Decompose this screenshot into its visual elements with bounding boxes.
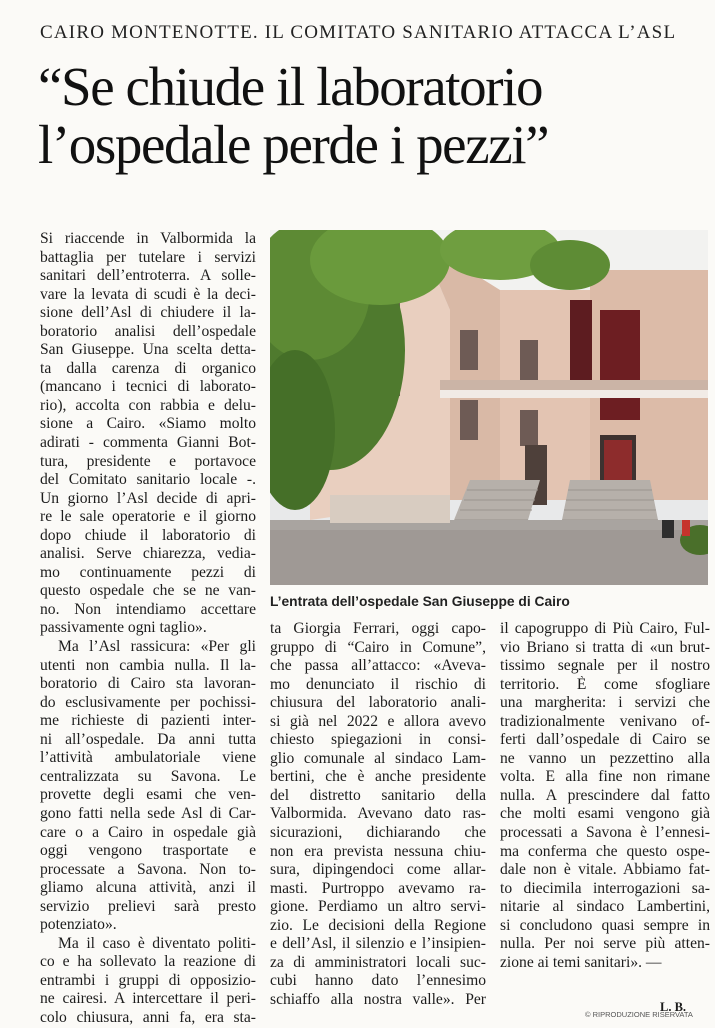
text-line: servizio prelievi sarà presto	[40, 897, 256, 915]
text-line: (mancano i tecnici di laborato-	[40, 378, 256, 396]
text-line: masti. Purtroppo avevamo ra-	[270, 879, 486, 897]
text-line: bertini, che è anche presidente	[270, 768, 486, 786]
text-line: za di amministratori locali suc-	[270, 953, 486, 971]
text-line: tradizionalmente venivano of-	[500, 712, 710, 730]
text-line: ne cairesi. A intercettare il peri-	[40, 990, 256, 1008]
text-line: glio comunale al sindaco Lam-	[270, 749, 486, 767]
text-line: do esclusivamente per pochissi-	[40, 693, 256, 711]
text-line: San Giuseppe. Una scelta detta-	[40, 341, 256, 359]
text-line: sione dell’Asl di chiudere il la-	[40, 304, 256, 322]
text-line: Ma l’Asl rassicura: «Per gli	[58, 638, 256, 656]
article-column-3	[500, 620, 710, 972]
hospital-entrance-photo	[270, 230, 708, 585]
text-line: processate a Savona. Non to-	[40, 860, 256, 878]
copyright-notice: © RIPRODUZIONE RISERVATA	[585, 1010, 693, 1019]
text-line: ne vanno un pezzettino alla	[500, 749, 710, 767]
text-line: ferti dall’ospedale di Cairo se	[500, 731, 710, 749]
text-line: tissimo segnale per il nostro	[500, 657, 710, 675]
photo-caption: L’entrata dell’ospedale San Giuseppe di Cairo	[270, 594, 570, 609]
text-line: centralizzata su Savona. Le	[40, 767, 256, 785]
text-line: sura, dipingendoci come allar-	[270, 861, 486, 879]
text-line: Valbormida. Avevano dato ras-	[270, 805, 486, 823]
text-line: sicurazioni, dichiarando che	[270, 824, 486, 842]
text-line: si già nel 2022 e allora avevo	[270, 712, 486, 730]
article-column-2	[270, 620, 486, 1009]
text-line: ta Giorgia Ferrari, oggi capo-	[270, 620, 486, 637]
text-line: boratorio analisi dell’ospedale	[40, 322, 256, 340]
text-line: schiaffo alla nostra valle». Per	[270, 990, 486, 1008]
text-line: rio), accolta con rabbia e delu-	[40, 396, 256, 414]
text-line: care o a Cairo in ospedale già	[40, 823, 256, 841]
text-line: colo chiusura, anni fa, era sta-	[40, 1008, 256, 1026]
text-line: gione. Perdiamo un altro servi-	[270, 898, 486, 916]
text-line: nulla. A prescindere dal fatto	[500, 786, 710, 804]
text-line: che passa all’attacco: «Aveva-	[270, 657, 486, 675]
text-line: mo denunciato il rischio di	[270, 675, 486, 693]
text-line: gruppo di “Cairo in Comune”,	[270, 638, 486, 656]
text-line: cubi hanno dato l’ennesimo	[270, 972, 486, 990]
text-line: dopo chiude il laboratorio di	[40, 526, 256, 544]
text-line: si concludono quasi sempre in	[500, 916, 710, 934]
author-signature: L. B.	[660, 1000, 687, 1014]
text-line: gliamo alcuna attività, anzi il	[40, 879, 256, 897]
text-line: e dell’Asl, il silenzio e l’insipien-	[270, 935, 486, 953]
headline-line-2: l’ospedale perde i pezzi”	[38, 114, 549, 175]
headline-line-1: “Se chiude il laboratorio	[38, 56, 543, 117]
text-line: ma conferma che questo ospe-	[500, 842, 710, 860]
text-line: mo continuamente pezzi di	[40, 563, 256, 581]
text-line: il capogruppo di Più Cairo, Ful-	[500, 620, 710, 637]
text-line: utenti non cambia nulla. Il la-	[40, 656, 256, 674]
text-line: dale non è vitale. Abbiamo fat-	[500, 861, 710, 879]
text-line: analisi. Serve chiarezza, vedia-	[40, 545, 256, 563]
text-line: del distretto sanitario della	[270, 786, 486, 804]
text-line: territorio. È come sfogliare	[500, 675, 710, 693]
text-line: adirati - commenta Gianni Bot-	[40, 434, 256, 452]
text-line: volta. E alla fine non rimane	[500, 768, 710, 786]
article-column-1	[40, 230, 256, 1028]
text-line: me richieste di pazienti inter-	[40, 712, 256, 730]
text-line: del Comitato sanitario locale -.	[40, 471, 256, 489]
text-line: nitarie al sindaco Lambertini,	[500, 898, 710, 916]
text-line: co e ha sollevato la reazione di	[40, 953, 256, 971]
text-line: no. Non intendiamo accettare	[40, 600, 256, 618]
text-line: zione ai temi sanitari». —	[500, 953, 662, 971]
text-line: Si riaccende in Valbormida la	[40, 230, 256, 247]
article-headline	[38, 58, 698, 174]
text-line: sione a Cairo. «Siamo molto	[40, 415, 256, 433]
text-line: processati a Savona è l’ennesi-	[500, 824, 710, 842]
text-line: battaglia per tutelare i servizi	[40, 248, 256, 266]
text-line: ni all’ospedale. Da anni tutta	[40, 730, 256, 748]
text-line: tura, presidente e portavoce	[40, 452, 256, 470]
text-line: chiusura del laboratorio anali-	[270, 694, 486, 712]
text-line: oggi vengono trasportate e	[40, 842, 256, 860]
text-line: passivamente ogni taglio».	[40, 619, 207, 637]
text-line: potenziato».	[40, 916, 117, 934]
text-line: sanitari dell’entroterra. A solle-	[40, 267, 256, 285]
text-line: vio Briano si tratta di «un brut-	[500, 638, 710, 656]
article-kicker: CAIRO MONTENOTTE. IL COMITATO SANITARIO ATTACCA L’ASL	[40, 22, 677, 43]
text-line: entrambi i gruppi di opposizio-	[40, 971, 256, 989]
text-line: vare la levata di scudi è la deci-	[40, 285, 256, 303]
text-line: una margherita: i servizi che	[500, 694, 710, 712]
text-line: Un giorno l’Asl decide di apri-	[40, 489, 256, 507]
text-line: Ma il caso è diventato politi-	[58, 934, 256, 952]
text-line: nulla. Per noi serve più atten-	[500, 935, 710, 953]
text-line: boratorio di Cairo sta lavoran-	[40, 675, 256, 693]
text-line: gono fatti nella sede Asl di Car-	[40, 804, 256, 822]
text-line: che molti esami vengono già	[500, 805, 710, 823]
text-line: l’attività ambulatoriale viene	[40, 749, 256, 767]
text-line: non era prevista nessuna chiu-	[270, 842, 486, 860]
text-line: questo ospedale che se ne van-	[40, 582, 256, 600]
text-line: re le sale operatorie e il giorno	[40, 508, 256, 526]
text-line: to diecimila interrogazioni sa-	[500, 879, 710, 897]
text-line: zio. Le decisioni della Regione	[270, 916, 486, 934]
text-line: ta dalla carenza di organico	[40, 359, 256, 377]
text-line: provette degli esami che ven-	[40, 786, 256, 804]
text-line: chiesto spiegazioni in consi-	[270, 731, 486, 749]
